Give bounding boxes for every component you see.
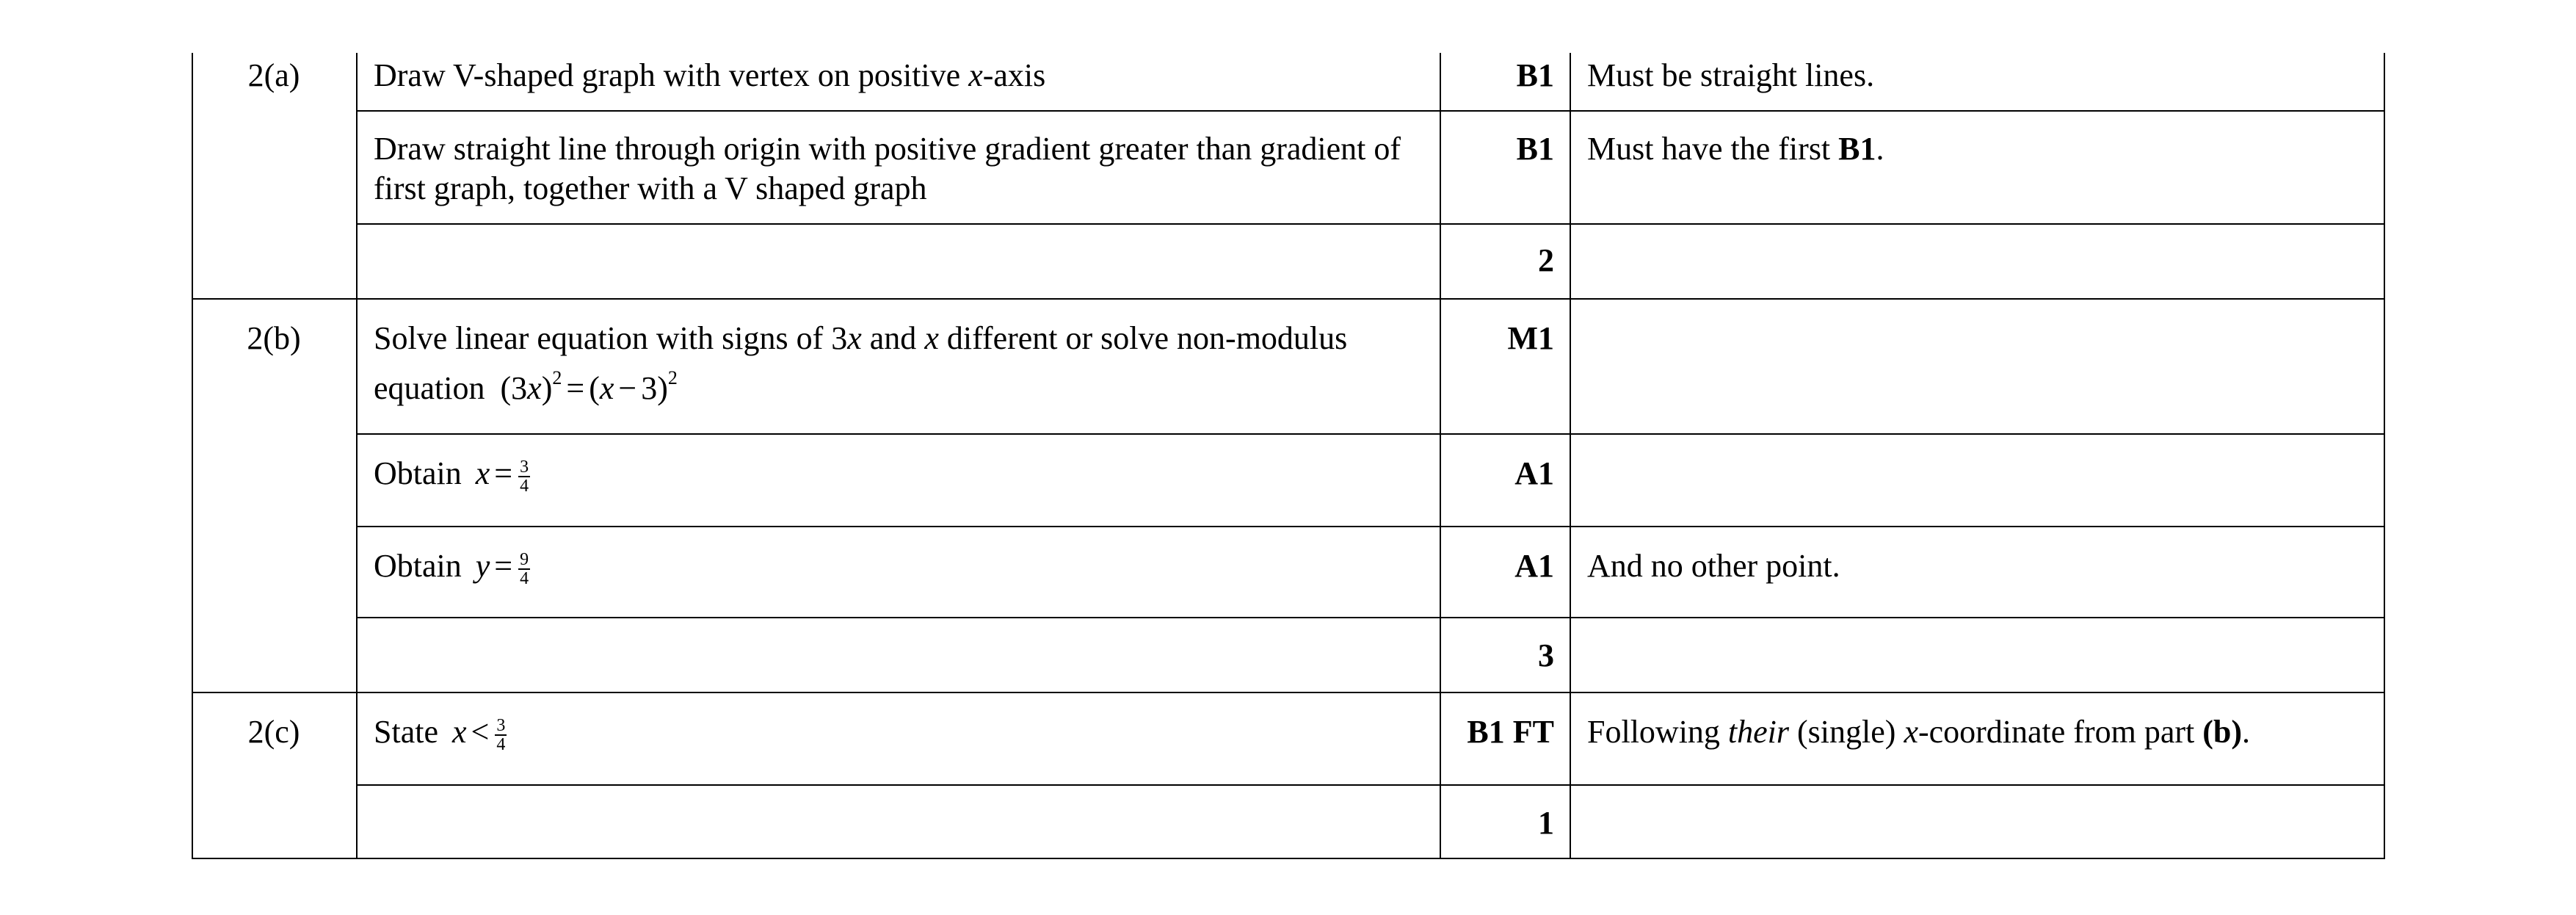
eq-equals: =: [566, 370, 585, 406]
part-divider: [192, 298, 2385, 300]
answer-b1: [374, 319, 1428, 408]
row-divider: [356, 526, 2385, 527]
row-divider: [356, 223, 2385, 225]
mark-b1: M1: [1507, 320, 1554, 356]
column-divider-guidance: [1570, 53, 1571, 859]
guidance-a2-suffix: .: [1876, 131, 1884, 167]
answer-b1-equation-word: equation: [374, 370, 485, 406]
guidance-c1: [1587, 712, 2373, 752]
row-divider: [356, 433, 2385, 435]
guidance-a1: Must be straight lines.: [1587, 57, 1875, 93]
fraction: [495, 717, 507, 753]
mark-c1: B1 FT: [1467, 714, 1554, 750]
answer-b2-var: x: [475, 455, 490, 491]
answer-b1-line2: [374, 369, 1428, 408]
answer-b2: [374, 454, 1428, 495]
guidance-a2-bold: B1: [1838, 131, 1876, 167]
guidance-c1-bold: (b): [2202, 714, 2243, 750]
equation: [500, 367, 678, 406]
guidance-c1-italic: their: [1727, 714, 1790, 750]
guidance-c1-var: x: [1904, 714, 1918, 750]
table-border-right: [2384, 53, 2385, 859]
fraction: [518, 458, 530, 495]
answer-b3-rel: =: [494, 548, 513, 584]
mark-scheme-table: [192, 53, 2385, 859]
fraction-numerator: 9: [520, 549, 529, 569]
total-marks-2a: 2: [1538, 242, 1554, 278]
total-marks-2b: 3: [1538, 637, 1554, 673]
eq-var: x: [527, 370, 542, 406]
answer-a1-variable: x: [968, 57, 983, 93]
guidance-c1-post: -coordinate from part: [1918, 714, 2203, 750]
row-divider: [356, 110, 2385, 112]
column-divider-answer: [356, 53, 358, 859]
answer-c1-rel: <: [471, 714, 490, 750]
fraction-denominator: 4: [496, 734, 506, 754]
fraction-denominator: 4: [520, 476, 529, 496]
answer-c1-state: State: [374, 714, 438, 750]
guidance-a2: [1587, 129, 2373, 169]
part-label-2a: 2(a): [247, 57, 300, 93]
answer-a1-suffix: -axis: [982, 57, 1046, 93]
answer-b1-var: x: [847, 320, 862, 356]
row-divider: [356, 617, 2385, 618]
answer-b1-coef: 3: [831, 320, 848, 356]
fraction-numerator: 3: [520, 457, 529, 477]
answer-b1-text: Solve linear equation with signs of: [374, 320, 832, 356]
answer-c1-var: x: [451, 714, 467, 750]
eq-lhs-close: ): [541, 370, 553, 406]
answer-b3: [374, 546, 1428, 587]
answer-b2-obtain: Obtain: [374, 455, 462, 491]
row-divider: [356, 784, 2385, 786]
answer-a1: [374, 56, 1428, 95]
answer-a2: Draw straight line through origin with positive gradient greater than gradient of first graph, together with a V shaped graph: [374, 131, 1401, 206]
total-marks-2c: 1: [1538, 805, 1554, 841]
mark-a1: B1: [1516, 57, 1554, 93]
mark-b2: A1: [1514, 455, 1554, 491]
table-border-bottom: [192, 858, 2385, 859]
part-label-2b: 2(b): [247, 320, 301, 356]
eq-rhs-three: 3): [641, 370, 668, 406]
eq-minus: −: [618, 370, 637, 406]
answer-b2-rel: =: [494, 455, 513, 491]
answer-b1-var2: x: [924, 320, 939, 356]
guidance-c1-text: Following: [1587, 714, 1728, 750]
fraction-denominator: 4: [520, 568, 529, 588]
answer-b1-line1: [374, 319, 1428, 358]
eq-exponent2: 2: [667, 367, 678, 388]
mark-b3: A1: [1514, 548, 1554, 584]
eq-exponent: 2: [552, 367, 562, 388]
guidance-a2-text: Must have the first: [1587, 131, 1839, 167]
answer-b1-and: and: [869, 320, 917, 356]
part-divider: [192, 692, 2385, 693]
guidance-b3: And no other point.: [1587, 548, 1840, 584]
eq-lhs-open: (3: [500, 370, 528, 406]
guidance-c1-end: .: [2242, 714, 2251, 750]
answer-b3-var: y: [475, 548, 490, 584]
guidance-c1-mid: (single): [1789, 714, 1904, 750]
answer-c1: [374, 712, 1428, 753]
answer-b1-text2: different or solve non-modulus: [946, 320, 1348, 356]
fraction-numerator: 3: [496, 715, 506, 735]
fraction: [518, 551, 530, 587]
part-label-2c: 2(c): [247, 714, 300, 750]
answer-b3-obtain: Obtain: [374, 548, 462, 584]
eq-rhs-open: (: [589, 370, 600, 406]
answer-a1-text: Draw V-shaped graph with vertex on positive: [374, 57, 969, 93]
eq-var2: x: [599, 370, 614, 406]
mark-a2: B1: [1516, 131, 1554, 167]
